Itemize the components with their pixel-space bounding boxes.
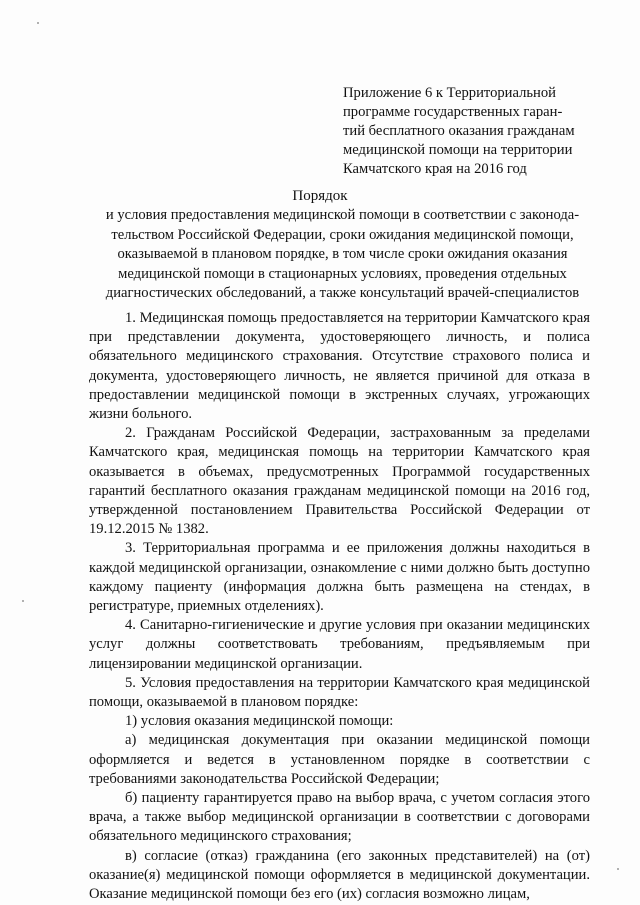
scan-speck (617, 868, 619, 870)
subtitle-line: медицинской помощи в стационарных условиях, проведения отдельных (118, 265, 567, 282)
subtitle-line: и условия предоставления медицинской помощи в соответствии с законода- (105, 207, 580, 223)
paragraph-5-1-v: в) согласие (отказ) гражданина (его законных представителей) на (от) оказание(я) медицинской помощи оформляется в медицинской документации. Оказание медицинской помощи без его (их) согласия возможно лицам, (89, 847, 590, 903)
subtitle-line: оказываемой в плановом порядке, в том числе сроки ожидания оказания (117, 246, 568, 263)
scan-speck (22, 600, 24, 602)
paragraph-5-1-b: б) пациенту гарантируется право на выбор врача, с учетом согласия этого врача, а также выбор медицинской организации в соответствии с договорами обязательного медицинского страхования; (89, 790, 590, 845)
scan-speck (37, 22, 39, 24)
appendix-line: медицинской помощи на территории (343, 142, 573, 158)
paragraph-4: 4. Санитарно-гигиенические и другие условия при оказании медицинских услуг должны соответствовать требованиям, предъявляемым при лицензировании медицинской организации. (89, 617, 590, 672)
subtitle-line: тельством Российской Федерации, сроки ожидания медицинской помощи, (111, 226, 574, 243)
appendix-line: Камчатского края на 2016 год (343, 161, 527, 177)
paragraph-5: 5. Условия предоставления на территории Камчатского края медицинской помощи, оказываемой в плановом порядке: (89, 674, 590, 711)
document-subtitle (90, 206, 595, 304)
appendix-note (343, 84, 589, 179)
document-title: Порядок (292, 188, 348, 204)
paragraph-3: 3. Территориальная программа и ее приложения должны находиться в каждой медицинской организации, ознакомление с ними должно быть доступно каждому пациенту (информация должна быть размещена на стендах, в регистратуре, приемных отделениях). (89, 540, 590, 615)
appendix-line: Приложение 6 к Территориальной (343, 85, 556, 101)
document-body (89, 309, 590, 904)
paragraph-1: 1. Медицинская помощь предоставляется на территории Камчатского края при представлении документа, удостоверяющего личность, и полиса обязательного медицинского страхования. Отсутствие страхового полиса и документа, удостоверяющего личность, не является причиной для отказа в предоставлении медицинской помощи в экстренных случаях, угрожающих жизни больного. (89, 310, 590, 423)
paragraph-5-1-a: а) медицинская документация при оказании медицинской помощи оформляется и ведется в установленном порядке в соответствии с требованиями законодательства Российской Федерации; (89, 732, 590, 787)
paragraph-2: 2. Гражданам Российской Федерации, застрахованным за пределами Камчатского края, медицинская помощь на территории Камчатского края оказывается в объемах, предусмотренных Программой государственных гарантий бесплатного оказания гражданам медицинской помощи на 2016 год, утвержденной постановлением Правительства Российской Федерации от 19.12.2015 № 1382. (89, 425, 590, 538)
subtitle-line: диагностических обследований, а также консультаций врачей-специалистов (105, 285, 580, 302)
appendix-line: программе государственных гаран- (343, 104, 563, 120)
paragraph-5-1: 1) условия оказания медицинской помощи: (125, 713, 394, 730)
appendix-line: тий бесплатного оказания гражданам (343, 123, 575, 139)
